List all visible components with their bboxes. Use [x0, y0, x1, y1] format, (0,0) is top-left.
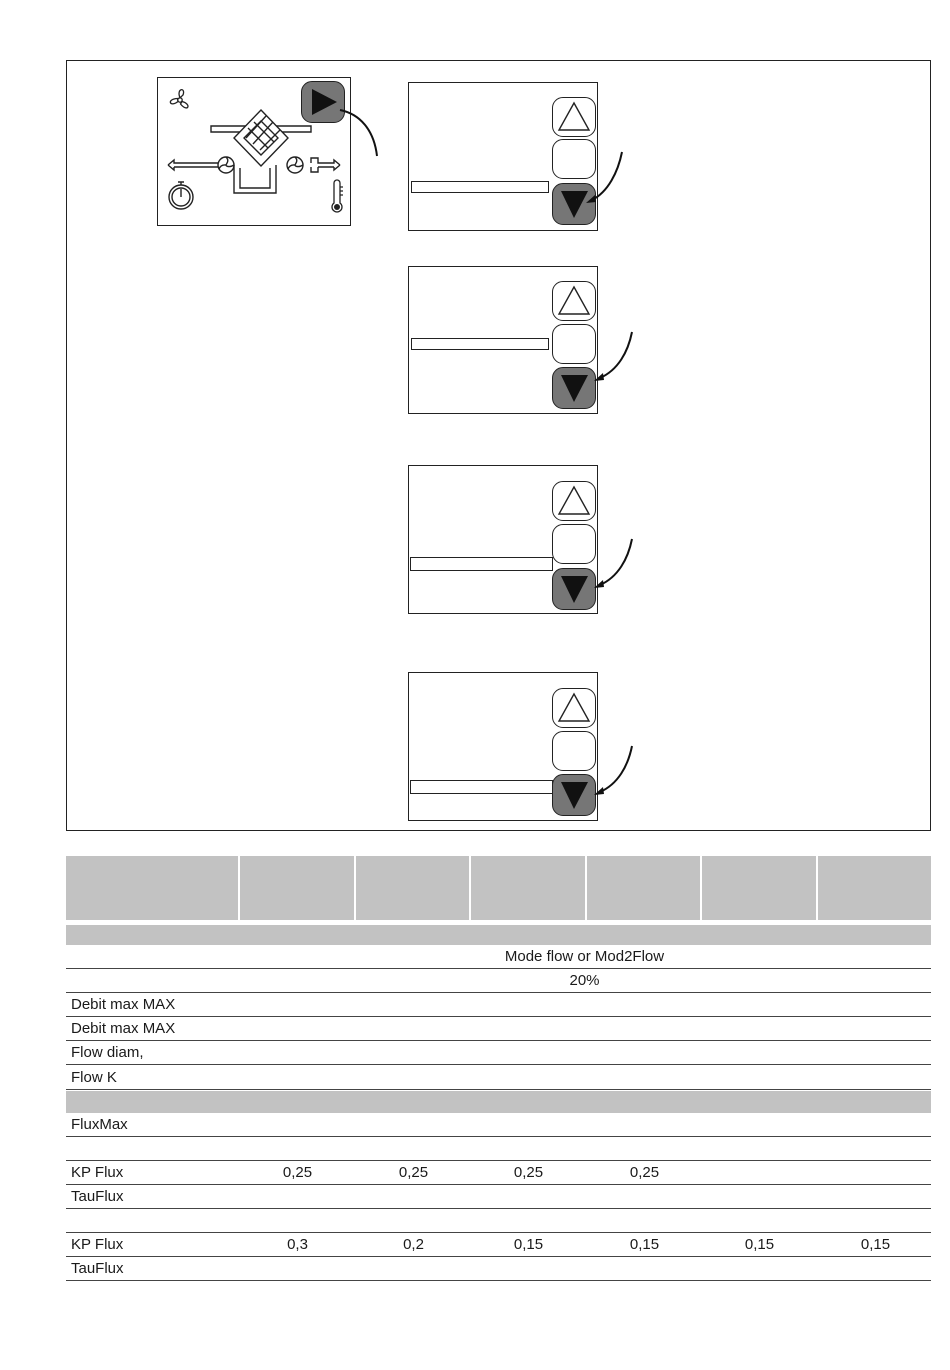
header-cell: [587, 856, 700, 920]
triangle-down-icon: [553, 569, 595, 609]
table-row: [66, 1017, 931, 1041]
triangle-up-icon: [553, 482, 595, 520]
header-cell: [240, 856, 354, 920]
pointer-arrow: [330, 100, 390, 170]
header-cell: [702, 856, 816, 920]
up-button[interactable]: [552, 281, 596, 321]
display-panel-4: [408, 672, 598, 821]
main-unit-screen: [157, 77, 351, 226]
mode-value: Mode flow or Mod2Flow: [504, 948, 665, 965]
row-label: TauFlux: [71, 1188, 124, 1205]
row-label: Flow diam,: [71, 1044, 144, 1061]
pointer-arrow: [590, 744, 640, 804]
up-button[interactable]: [552, 97, 596, 137]
value-cell: 0,3: [287, 1236, 308, 1253]
table-row: [66, 1233, 931, 1257]
table-row: [66, 1041, 931, 1065]
row-label: FluxMax: [71, 1116, 128, 1133]
row-label: Flow K: [71, 1069, 117, 1086]
header-cell: [471, 856, 585, 920]
row-label: Debit max MAX: [71, 996, 176, 1013]
value-cell: 0,25: [629, 1164, 660, 1181]
header-cell: [356, 856, 469, 920]
section-header: [66, 925, 931, 945]
percent-value: 20%: [569, 972, 600, 989]
table-row: [66, 1161, 931, 1185]
value-cell: 0,25: [398, 1164, 429, 1181]
selection-bar: [410, 780, 553, 794]
triangle-up-icon: [553, 282, 595, 320]
selection-bar: [411, 338, 549, 350]
triangle-up-icon: [553, 98, 595, 136]
value-cell: 0,2: [403, 1236, 424, 1253]
up-button[interactable]: [552, 688, 596, 728]
table-row: [66, 1066, 931, 1090]
thermometer-icon: [329, 179, 345, 213]
row-label: Debit max MAX: [71, 1020, 176, 1037]
section-header: [66, 1091, 931, 1113]
table-row: [66, 1209, 931, 1233]
up-button[interactable]: [552, 481, 596, 521]
triangle-up-icon: [553, 689, 595, 727]
row-label: KP Flux: [71, 1164, 124, 1181]
table-row: [66, 1257, 931, 1281]
value-cell: 0,15: [860, 1236, 891, 1253]
pointer-arrow: [590, 330, 640, 390]
value-cell: 0,15: [513, 1236, 544, 1253]
row-label: KP Flux: [71, 1236, 124, 1253]
selection-bar: [410, 557, 553, 571]
pointer-arrow: [580, 150, 630, 210]
value-cell: 0,15: [744, 1236, 775, 1253]
table-header: [66, 856, 931, 920]
display-panel-3: [408, 465, 598, 614]
display-panel-2: [408, 266, 598, 414]
header-cell: [66, 856, 238, 920]
timer-icon: [166, 179, 196, 211]
triangle-down-icon: [553, 368, 595, 408]
header-cell: [818, 856, 931, 920]
pointer-arrow: [590, 537, 640, 597]
value-cell: 0,15: [629, 1236, 660, 1253]
table-row: [66, 969, 931, 993]
value-cell: 0,25: [282, 1164, 313, 1181]
triangle-down-icon: [553, 775, 595, 815]
display-panel-1: [408, 82, 598, 231]
row-label: TauFlux: [71, 1260, 124, 1277]
value-cell: 0,25: [513, 1164, 544, 1181]
table-row: [66, 1137, 931, 1161]
table-row: [66, 993, 931, 1017]
table-row: [66, 1113, 931, 1137]
table-row: [66, 945, 931, 969]
table-row: [66, 1185, 931, 1209]
selection-bar: [411, 181, 549, 193]
